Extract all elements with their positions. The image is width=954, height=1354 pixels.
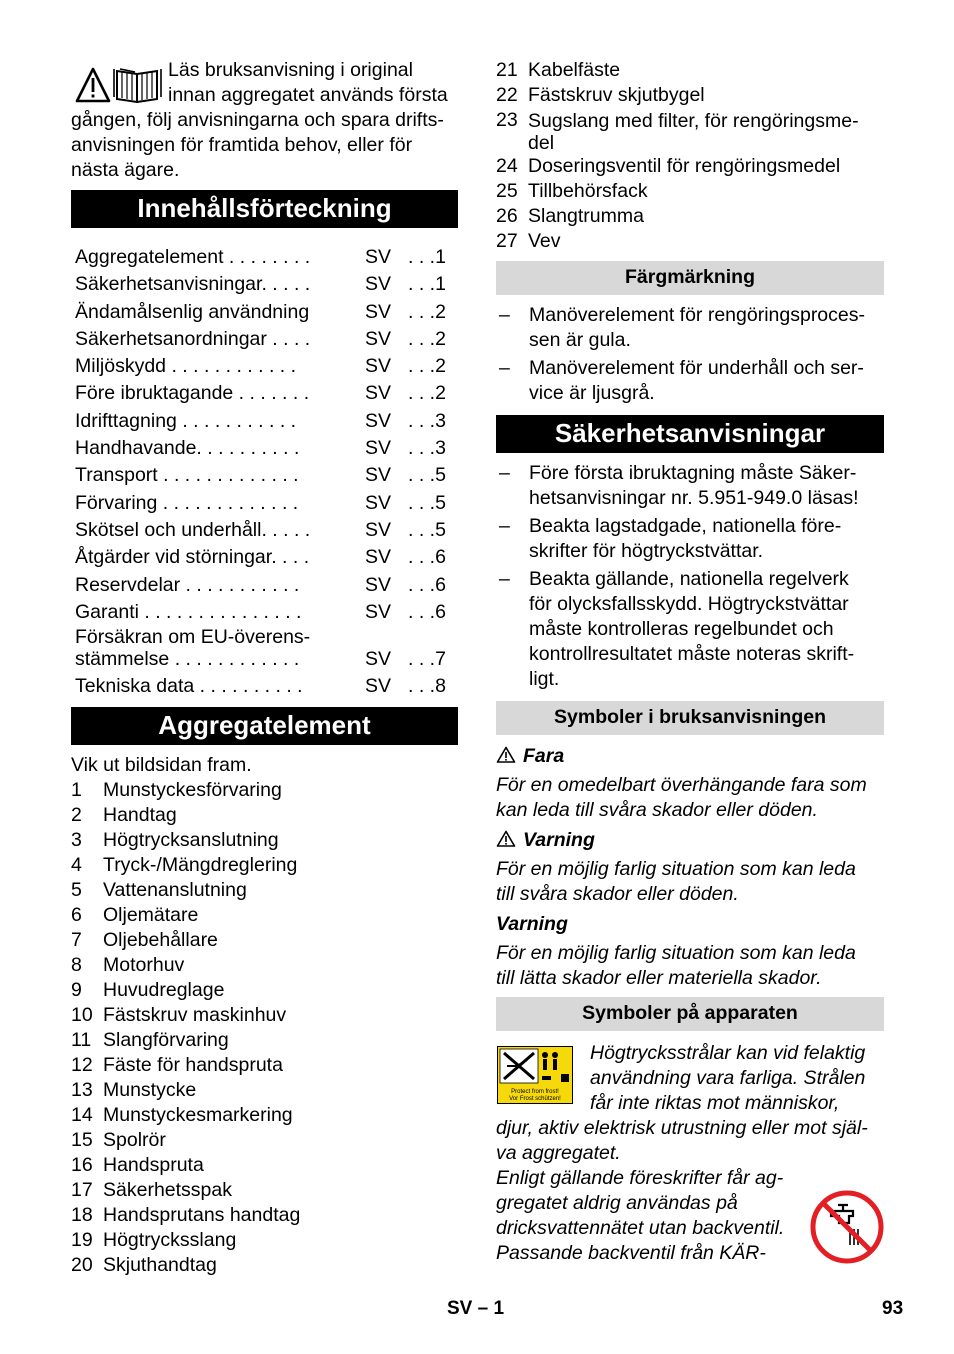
toc-entry[interactable] [71, 544, 458, 571]
item-number: 16 [71, 1154, 93, 1177]
item-text: Oljemätare [103, 904, 199, 927]
toc-entry[interactable] [71, 299, 458, 326]
high-pressure-warning-label-icon [497, 1046, 573, 1104]
desc-line: dricksvattennätet utan backventil. [496, 1217, 785, 1239]
list-item [496, 514, 884, 564]
toc-entry-text [75, 626, 333, 670]
list-item [71, 953, 458, 978]
desc-line: till lätta skador eller materiella skador. [496, 967, 822, 989]
toc-entry-text: Reservdelar . . . . . . . . . . . [75, 573, 300, 596]
item-line: Beakta gällande, nationella regelverk [529, 568, 849, 590]
toc-entry-page: . . .6 [408, 546, 446, 569]
item-text: Vev [528, 230, 561, 252]
list-item [496, 567, 884, 692]
toc-entry-text: Idrifttagning . . . . . . . . . . . [75, 409, 297, 432]
desc-line: va aggregatet. [496, 1142, 621, 1164]
toc-entry-text: Före ibruktagande . . . . . . . [75, 382, 310, 405]
desc-line: till svåra skador eller döden. [496, 883, 739, 905]
item-text: Slangförvaring [103, 1029, 229, 1052]
warning-triangle-icon [496, 830, 516, 847]
toc-entry[interactable] [71, 626, 458, 673]
toc-entry-sv: SV [365, 573, 392, 596]
desc-line: djur, aktiv elektrisk utrustning eller mot själ- [496, 1117, 868, 1139]
toc-entry-text: Aggregatelement . . . . . . . . [75, 246, 311, 268]
item-text: Fästskruv maskinhuv [103, 1004, 287, 1027]
item-text: Tryck-/Mängdreglering [103, 854, 298, 877]
list-item [71, 1178, 458, 1203]
toc-entry[interactable] [71, 408, 458, 435]
dash-bullet: – [499, 357, 510, 379]
desc-line: För en omedelbart överhängande fara som [496, 774, 867, 796]
list-item [71, 1078, 458, 1103]
item-text: Högtrycksslang [103, 1229, 237, 1252]
item-number: 8 [71, 954, 82, 977]
app-text2 [496, 1116, 886, 1166]
list-item [71, 778, 458, 803]
fara-desc [496, 773, 884, 823]
item-text: Doseringsventil för rengöringsmedel [528, 155, 841, 177]
toc-entry-sv: SV [365, 355, 392, 378]
list-item [71, 878, 458, 903]
list-item [71, 978, 458, 1003]
toc-entry-sv: SV [365, 300, 392, 323]
list-item [496, 58, 884, 83]
intro-block [71, 58, 458, 183]
item-number: 3 [71, 829, 82, 852]
list-item [71, 928, 458, 953]
list-item [496, 303, 884, 353]
list-item [496, 83, 884, 108]
item-text: Handtag [103, 804, 177, 827]
toc-entry-sv: SV [365, 600, 392, 623]
toc-entry-text-line2: stämmelse . . . . . . . . . . . . [75, 648, 300, 671]
list-item [71, 853, 458, 878]
fara-label [496, 744, 884, 769]
item-text: Munstycke [103, 1079, 197, 1102]
warning-manual-icon [75, 67, 163, 103]
list-item [496, 229, 884, 254]
item-text-line2: del [528, 132, 555, 154]
item-number: 10 [71, 1004, 93, 1027]
toc-entry-text: Tekniska data . . . . . . . . . . [75, 675, 303, 698]
item-line: skrifter för högtryckstvättar. [529, 540, 764, 562]
toc-entry-text: Ändamålsenlig användning [75, 300, 310, 323]
label-text-line2: Vor Frost schützen! [509, 1096, 561, 1102]
toc-entry[interactable] [71, 673, 458, 700]
toc-entry-sv: SV [365, 437, 392, 460]
intro-line2: innan aggregatet används första [168, 84, 448, 106]
item-text: Slangtrumma [528, 205, 644, 227]
item-text: Högtrycksanslutning [103, 829, 279, 852]
varning-label [496, 828, 884, 853]
item-number: 13 [71, 1079, 93, 1102]
toc-entry-page: . . .6 [408, 600, 446, 623]
farg-heading: Färgmärkning [496, 261, 884, 295]
toc-entry-page: . . .5 [408, 464, 446, 487]
toc-entry-sv: SV [365, 546, 392, 569]
toc-entry[interactable] [71, 599, 458, 626]
toc-entry-sv: SV [365, 518, 392, 541]
list-item [71, 1253, 458, 1278]
item-number: 27 [496, 230, 518, 252]
warning-triangle-icon [496, 746, 516, 763]
list-item [71, 1228, 458, 1253]
item-number: 26 [496, 205, 518, 227]
list-item [71, 1003, 458, 1028]
toc-entry-text: Åtgärder vid störningar. . . . [75, 546, 310, 569]
item-line: måste kontrolleras regelbundet och [529, 618, 834, 640]
toc-entry-page: . . .5 [408, 491, 446, 514]
toc-entry-text: Miljöskydd . . . . . . . . . . . . [75, 355, 297, 378]
item-text: Handsprutans handtag [103, 1204, 301, 1227]
list-item [496, 108, 884, 154]
toc-entry-page: . . .3 [408, 409, 446, 432]
toc-entry-text: Säkerhetsanvisningar. . . . . [75, 273, 311, 296]
list-item [71, 903, 458, 928]
toc-entry[interactable] [71, 572, 458, 599]
desc-line: kan leda till svåra skador eller döden. [496, 799, 818, 821]
item-number: 4 [71, 854, 82, 877]
list-item [71, 803, 458, 828]
list-item [71, 828, 458, 853]
toc-entry-page: . . .6 [408, 573, 446, 596]
item-number: 6 [71, 904, 82, 927]
item-text: Fäste för handspruta [103, 1054, 283, 1077]
footer-page-number: 93 [882, 1298, 904, 1319]
item-text: Vattenanslutning [103, 879, 247, 902]
item-number: 7 [71, 929, 82, 952]
right-column [496, 58, 884, 1301]
item-number: 12 [71, 1054, 93, 1077]
symb-heading: Symboler i bruksanvisningen [496, 701, 884, 735]
toc-entry[interactable] [71, 380, 458, 407]
toc-entry[interactable] [71, 462, 458, 489]
item-text: Tillbehörsfack [528, 180, 648, 202]
toc-entry[interactable] [71, 435, 458, 462]
toc-entry-sv: SV [365, 273, 392, 296]
toc-list [71, 244, 458, 700]
item-line: Före första ibruktagning måste Säker- [529, 462, 857, 484]
footer-section-label: SV – 1 [447, 1298, 505, 1319]
aggregat-list-continued [496, 58, 884, 254]
varning2-desc [496, 941, 884, 991]
item-text [528, 108, 884, 154]
desc-line: Passande backventil från KÄR- [496, 1242, 766, 1264]
desc-line: För en möjlig farlig situation som kan leda [496, 942, 856, 964]
toc-entry-sv: SV [365, 409, 392, 432]
list-item [71, 1153, 458, 1178]
list-item [71, 1028, 458, 1053]
toc-entry-page: . . .5 [408, 518, 446, 541]
toc-entry-sv: SV [365, 246, 392, 268]
toc-entry-sv: SV [365, 382, 392, 405]
toc-entry-page: . . .1 [408, 246, 446, 268]
aggregat-list [71, 753, 458, 1278]
saker-list [496, 461, 884, 692]
app-text3 [496, 1166, 806, 1266]
dash-bullet: – [499, 515, 510, 537]
varning2-label: Varning [496, 913, 568, 935]
label-text-line1: Protect from frost! [511, 1089, 559, 1095]
varning-desc [496, 857, 884, 907]
toc-entry-text-line1: Försäkran om EU-överens- [75, 626, 311, 649]
item-line: hetsanvisningar nr. 5.951-949.0 läsas! [529, 487, 859, 509]
toc-entry-text: Säkerhetsanordningar . . . . [75, 327, 311, 350]
left-column [71, 58, 458, 1278]
toc-entry-page: . . .3 [408, 437, 446, 460]
toc-entry-page: . . .8 [408, 675, 446, 698]
list-item [71, 1053, 458, 1078]
intro-line4: anvisningen för framtida behov, eller för [71, 134, 413, 156]
item-text: Motorhuv [103, 954, 185, 977]
dash-bullet: – [499, 568, 510, 590]
item-number: 5 [71, 879, 82, 902]
item-text: Skjuthandtag [103, 1254, 217, 1277]
item-number: 11 [71, 1029, 92, 1052]
item-text: Munstyckesmarkering [103, 1104, 293, 1127]
item-text: Säkerhetsspak [103, 1179, 232, 1202]
item-line: vice är ljusgrå. [529, 382, 655, 404]
item-number: 2 [71, 804, 82, 827]
toc-entry-page: . . .2 [408, 382, 446, 405]
list-item [71, 1128, 458, 1153]
desc-line: Enligt gällande föreskrifter får ag- [496, 1167, 784, 1189]
app-section [496, 1041, 884, 1301]
app-text1 [590, 1041, 890, 1116]
toc-entry[interactable] [71, 244, 458, 271]
item-number: 18 [71, 1204, 93, 1227]
toc-entry-sv: SV [365, 491, 392, 514]
item-number: 14 [71, 1104, 93, 1127]
item-number: 15 [71, 1129, 93, 1152]
toc-entry-page: . . .2 [408, 327, 446, 350]
desc-line: får inte riktas mot människor, [590, 1092, 840, 1114]
toc-entry[interactable] [71, 353, 458, 380]
item-text: Fästskruv skjutbygel [528, 84, 705, 106]
desc-line: För en möjlig farlig situation som kan leda [496, 858, 856, 880]
item-number: 17 [71, 1179, 93, 1202]
symb-section [496, 744, 884, 991]
dash-bullet: – [499, 462, 510, 484]
toc-heading: Innehållsförteckning [71, 190, 458, 228]
item-number: 22 [496, 84, 518, 106]
toc-entry-sv: SV [365, 464, 392, 487]
list-item [496, 461, 884, 511]
toc-entry-sv: SV [365, 675, 392, 698]
list-item [496, 204, 884, 229]
no-drinking-water-icon [809, 1189, 885, 1265]
list-item [496, 154, 884, 179]
fara-text: Fara [523, 745, 565, 767]
toc-entry-page: . . .2 [408, 300, 446, 323]
farg-list [496, 303, 884, 406]
toc-entry-sv: SV [365, 647, 392, 670]
toc-entry[interactable] [71, 490, 458, 517]
aggregat-heading: Aggregatelement [71, 707, 458, 745]
aggregat-intro: Vik ut bildsidan fram. [71, 754, 252, 777]
item-number: 24 [496, 155, 518, 177]
item-number: 9 [71, 979, 82, 1002]
item-line: Manöverelement för underhåll och ser- [529, 357, 864, 379]
item-line: kontrollresultatet måste noteras skrift- [529, 643, 855, 665]
toc-entry[interactable] [71, 326, 458, 353]
toc-entry-page: . . .1 [408, 273, 446, 296]
item-text: Handspruta [103, 1154, 204, 1177]
toc-entry-page: . . .2 [408, 355, 446, 378]
item-text: Spolrör [103, 1129, 166, 1152]
toc-entry-text: Handhavande. . . . . . . . . . [75, 437, 300, 460]
varning-text: Varning [523, 829, 595, 851]
intro-line5: nästa ägare. [71, 159, 180, 181]
intro-line1: Läs bruksanvisning i original [168, 59, 413, 81]
toc-entry-text: Förvaring . . . . . . . . . . . . . [75, 491, 299, 514]
item-text: Munstyckesförvaring [103, 779, 282, 802]
desc-line: Högtrycksstrålar kan vid felaktig [590, 1042, 866, 1064]
dash-bullet: – [499, 304, 510, 326]
item-text: Oljebehållare [103, 929, 218, 952]
item-line: för olycksfallsskydd. Högtryckstvättar [529, 593, 849, 615]
item-line: ligt. [529, 668, 560, 690]
intro-line3: gången, följ anvisningarna och spara drifts- [71, 109, 444, 131]
toc-entry-text: Transport . . . . . . . . . . . . . [75, 464, 299, 487]
app-heading: Symboler på apparaten [496, 997, 884, 1031]
item-number: 23 [496, 109, 518, 131]
item-line: Beakta lagstadgade, nationella före- [529, 515, 842, 537]
item-number: 25 [496, 180, 518, 202]
item-line: Manöverelement för rengöringsproces- [529, 304, 865, 326]
saker-heading: Säkerhetsanvisningar [496, 415, 884, 453]
list-item [496, 356, 884, 406]
item-number: 21 [496, 59, 518, 81]
toc-entry[interactable] [71, 271, 458, 298]
item-number: 20 [71, 1254, 93, 1277]
item-number: 1 [71, 779, 82, 802]
item-text: Huvudreglage [103, 979, 225, 1002]
desc-line: gregatet aldrig användas på [496, 1192, 738, 1214]
item-text: Kabelfäste [528, 59, 621, 81]
item-text-line1: Sugslang med filter, för rengöringsme- [528, 110, 859, 132]
toc-entry[interactable] [71, 517, 458, 544]
list-item [71, 1103, 458, 1128]
toc-entry-text: Skötsel och underhåll. . . . . [75, 518, 311, 541]
toc-entry-text: Garanti . . . . . . . . . . . . . . . [75, 600, 302, 623]
toc-entry-sv: SV [365, 327, 392, 350]
item-number: 19 [71, 1229, 93, 1252]
toc-entry-page: . . .7 [408, 647, 446, 670]
desc-line: användning vara farliga. Strålen [590, 1067, 866, 1089]
list-item [71, 1203, 458, 1228]
item-line: sen är gula. [529, 329, 631, 351]
list-item [496, 179, 884, 204]
